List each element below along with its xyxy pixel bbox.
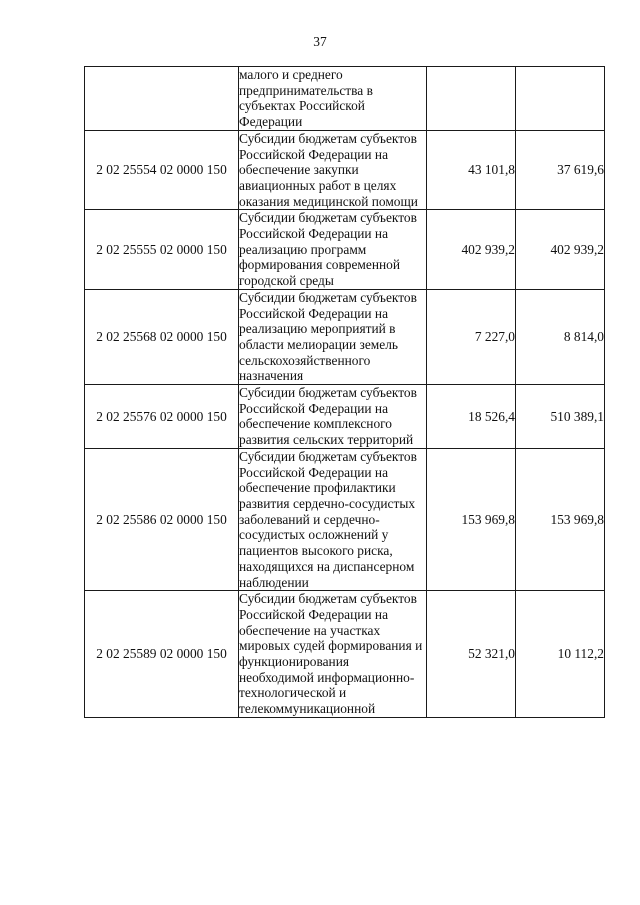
table-row [85, 67, 605, 131]
amount-2-cell: 10 112,2 [516, 591, 605, 718]
amount-1-cell: 43 101,8 [427, 130, 516, 210]
amount-1-cell: 18 526,4 [427, 385, 516, 449]
budget-table [84, 66, 605, 718]
table-row [85, 448, 605, 590]
amount-1-cell: 153 969,8 [427, 448, 516, 590]
description-cell: Субсидии бюджетам субъектов Российской Федерации на реализацию программ формирования современной городской среды [239, 210, 427, 290]
page-number: 37 [313, 34, 327, 49]
amount-2-cell: 402 939,2 [516, 210, 605, 290]
budget-code-cell: 2 02 25586 02 0000 150 [85, 448, 239, 590]
amount-1-cell [427, 67, 516, 131]
description-cell: малого и среднего предпринимательства в субъектах Российской Федерации [239, 67, 427, 131]
budget-code-cell: 2 02 25589 02 0000 150 [85, 591, 239, 718]
table-row [85, 210, 605, 290]
amount-2-cell: 37 619,6 [516, 130, 605, 210]
table-row [85, 289, 605, 384]
amount-2-cell: 510 389,1 [516, 385, 605, 449]
amount-2-cell: 153 969,8 [516, 448, 605, 590]
amount-1-cell: 7 227,0 [427, 289, 516, 384]
description-cell: Субсидии бюджетам субъектов Российской Федерации на реализацию мероприятий в области мелиорации земель сельскохозяйственного назначения [239, 289, 427, 384]
budget-code-cell: 2 02 25568 02 0000 150 [85, 289, 239, 384]
budget-code-cell: 2 02 25576 02 0000 150 [85, 385, 239, 449]
table-body [85, 67, 605, 718]
description-cell: Субсидии бюджетам субъектов Российской Федерации на обеспечение на участках мировых судей формирования и функционирования необходимой информационно-технологической и телекоммуникационной [239, 591, 427, 718]
budget-code-cell: 2 02 25555 02 0000 150 [85, 210, 239, 290]
amount-1-cell: 402 939,2 [427, 210, 516, 290]
budget-code-cell [85, 67, 239, 131]
description-cell: Субсидии бюджетам субъектов Российской Федерации на обеспечение профилактики развития сердечно-сосудистых заболеваний и сердечно-сосудистых осложнений у пациентов высокого риска, находящихся на диспансерном наблюдении [239, 448, 427, 590]
table-row [85, 130, 605, 210]
amount-1-cell: 52 321,0 [427, 591, 516, 718]
table-row [85, 591, 605, 718]
amount-2-cell: 8 814,0 [516, 289, 605, 384]
budget-code-cell: 2 02 25554 02 0000 150 [85, 130, 239, 210]
description-cell: Субсидии бюджетам субъектов Российской Федерации на обеспечение закупки авиационных работ в целях оказания медицинской помощи [239, 130, 427, 210]
table-row [85, 385, 605, 449]
amount-2-cell [516, 67, 605, 131]
description-cell: Субсидии бюджетам субъектов Российской Федерации на обеспечение комплексного развития сельских территорий [239, 385, 427, 449]
